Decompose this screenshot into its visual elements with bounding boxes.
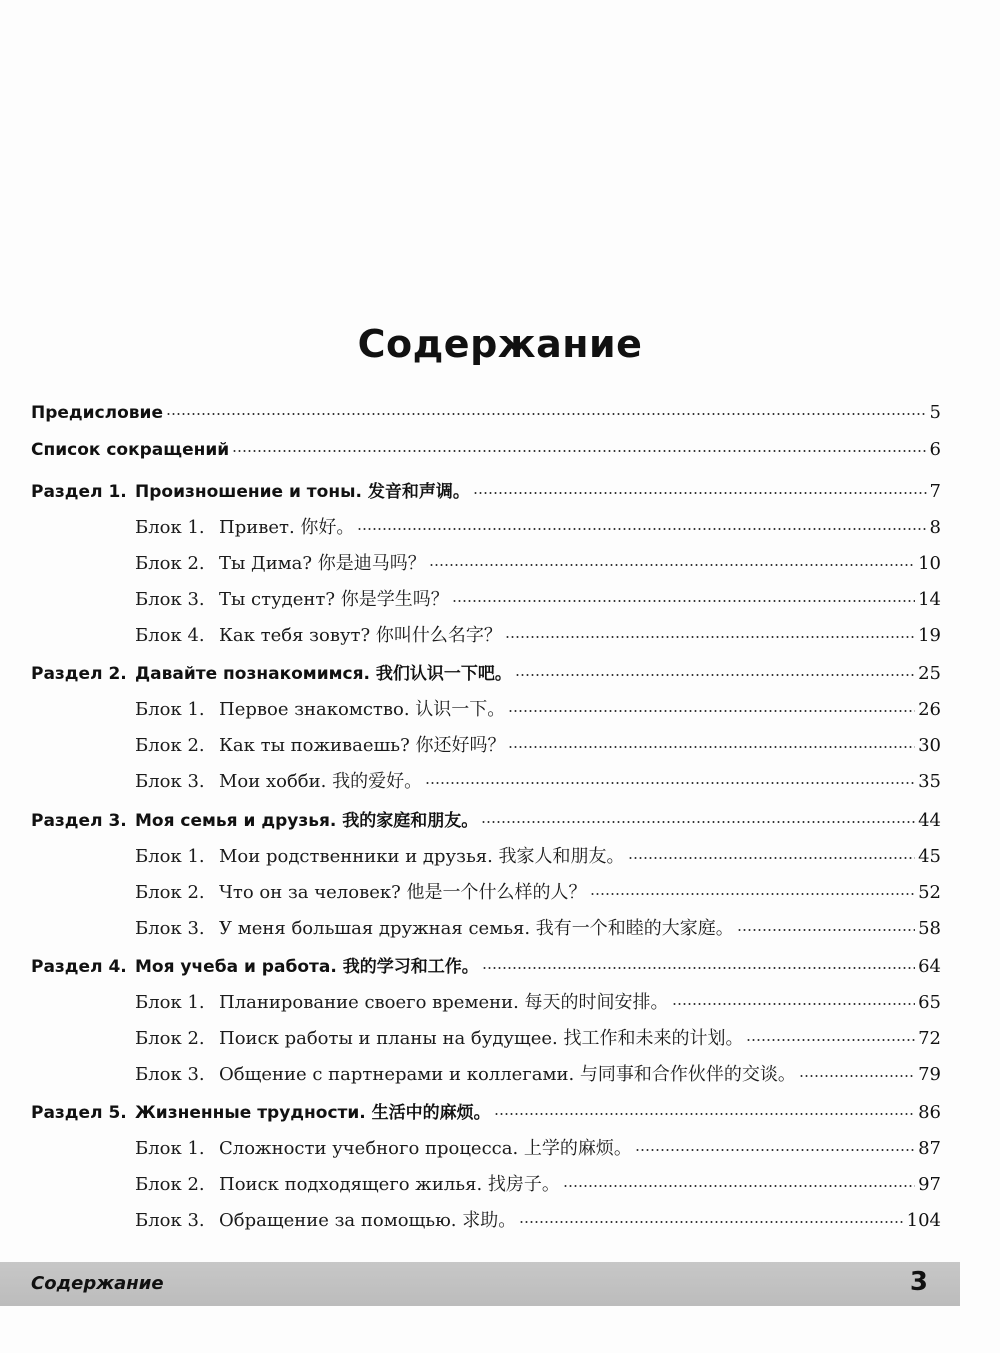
block-title: Поиск подходящего жилья. 找房子。	[219, 1174, 560, 1195]
leader-dots	[482, 966, 915, 970]
toc-page-number: 64	[918, 956, 941, 977]
toc-block	[135, 1024, 941, 1058]
toc-block	[135, 1170, 941, 1204]
block-number: Блок 1.	[135, 1138, 205, 1159]
leader-dots	[628, 856, 916, 860]
page-number: 3	[909, 1267, 928, 1297]
leader-dots	[799, 1074, 915, 1078]
leader-dots	[519, 1220, 903, 1224]
toc-entry-text: Предисловие	[31, 403, 163, 423]
block-number: Блок 4.	[135, 625, 205, 646]
section-title: Моя учеба и работа. 我的学习和工作。	[135, 957, 479, 977]
block-number: Блок 2.	[135, 735, 205, 756]
page-title: Содержание	[357, 322, 643, 366]
toc-block	[135, 1206, 941, 1240]
toc-page-number: 104	[906, 1210, 941, 1231]
section-number: Раздел 5.	[31, 1103, 127, 1123]
block-title: Мои хобби. 我的爱好。	[219, 771, 423, 792]
leader-dots	[508, 745, 915, 749]
leader-dots	[590, 892, 916, 896]
toc-block	[135, 695, 941, 729]
toc-block	[135, 585, 941, 619]
toc-entry-text: Список сокращений	[31, 440, 230, 460]
block-number: Блок 3.	[135, 771, 205, 792]
toc-page-number: 8	[929, 517, 941, 538]
block-number: Блок 2.	[135, 882, 205, 903]
leader-dots	[357, 527, 926, 531]
block-number: Блок 2.	[135, 1174, 205, 1195]
block-title: Мои родственники и друзья. 我家人和朋友。	[219, 846, 625, 867]
leader-dots	[515, 673, 915, 677]
block-title: У меня большая дружная семья. 我有一个和睦的大家庭。	[219, 918, 734, 939]
block-title: Обращение за помощью. 求助。	[219, 1210, 517, 1231]
block-number: Блок 3.	[135, 918, 205, 939]
toc-block	[135, 549, 941, 583]
toc-page-number: 65	[918, 992, 941, 1013]
block-title: Общение с партнерами и коллегами. 与同事和合作伙伴的交谈。	[219, 1064, 796, 1085]
section-title: Моя семья и друзья. 我的家庭和朋友。	[135, 811, 479, 831]
toc-section-3	[31, 806, 941, 840]
toc-block	[135, 1060, 941, 1094]
block-number: Блок 1.	[135, 699, 205, 720]
block-title: Что он за человек? 他是一个什么样的人？	[219, 882, 587, 903]
toc-page-number: 6	[929, 439, 941, 460]
block-title: Первое знакомство. 认识一下。	[219, 699, 506, 720]
leader-dots	[505, 635, 915, 639]
toc-page-number: 7	[929, 481, 941, 502]
block-number: Блок 3.	[135, 589, 205, 610]
toc-block	[135, 988, 941, 1022]
leader-dots	[563, 1184, 915, 1188]
block-title: Поиск работы и планы на будущее. 找工作和未来的计划。	[219, 1028, 744, 1049]
toc-entry-preface	[31, 402, 941, 436]
section-number: Раздел 4.	[31, 957, 127, 977]
block-title: Привет. 你好。	[219, 517, 355, 538]
leader-dots	[494, 1112, 915, 1116]
toc-section-4	[31, 952, 941, 986]
toc-section-5	[31, 1098, 941, 1132]
toc-page-number: 10	[918, 553, 941, 574]
block-title: Ты студент? 你是学生吗？	[219, 589, 449, 610]
leader-dots	[481, 820, 915, 824]
section-number: Раздел 2.	[31, 664, 127, 684]
toc-page-number: 97	[918, 1174, 941, 1195]
footer-label: Содержание	[31, 1273, 164, 1294]
leader-dots	[635, 1148, 915, 1152]
toc-block	[135, 842, 941, 876]
toc-page-number: 45	[918, 846, 941, 867]
toc-page-number: 30	[918, 735, 941, 756]
toc-block	[135, 914, 941, 948]
toc-page-number: 19	[918, 625, 941, 646]
page-footer	[0, 1262, 960, 1306]
section-number: Раздел 3.	[31, 811, 127, 831]
toc-section-2	[31, 659, 941, 693]
block-title: Как ты поживаешь? 你还好吗？	[219, 735, 506, 756]
toc-page-number: 58	[918, 918, 941, 939]
block-number: Блок 1.	[135, 517, 205, 538]
toc-block	[135, 1134, 941, 1168]
leader-dots	[473, 491, 927, 495]
toc-section-1	[31, 477, 941, 511]
leader-dots	[508, 709, 915, 713]
block-title: Ты Дима? 你是迪马吗？	[219, 553, 426, 574]
toc-block	[135, 767, 941, 801]
leader-dots	[166, 412, 927, 416]
toc-page-number: 35	[918, 771, 941, 792]
toc-block	[135, 621, 941, 655]
block-number: Блок 3.	[135, 1064, 205, 1085]
toc-block	[135, 878, 941, 912]
toc-block	[135, 731, 941, 765]
toc-page-number: 14	[918, 589, 941, 610]
section-title: Произношение и тоны. 发音和声调。	[135, 482, 470, 502]
block-number: Блок 1.	[135, 846, 205, 867]
toc-page-number: 79	[918, 1064, 941, 1085]
leader-dots	[452, 599, 915, 603]
toc-page-number: 52	[918, 882, 941, 903]
leader-dots	[737, 928, 915, 932]
block-number: Блок 3.	[135, 1210, 205, 1231]
leader-dots	[425, 781, 915, 785]
toc-page-number: 44	[918, 810, 941, 831]
leader-dots	[232, 449, 926, 453]
toc-page-number: 26	[918, 699, 941, 720]
toc-page-number: 87	[918, 1138, 941, 1159]
leader-dots	[746, 1038, 915, 1042]
leader-dots	[672, 1002, 916, 1006]
toc-page-number: 86	[918, 1102, 941, 1123]
block-number: Блок 1.	[135, 992, 205, 1013]
toc-entry-abbreviations	[31, 439, 941, 473]
toc-page-number: 5	[929, 402, 941, 423]
section-title: Жизненные трудности. 生活中的麻烦。	[135, 1103, 491, 1123]
toc-page-number: 25	[918, 663, 941, 684]
block-title: Как тебя зовут? 你叫什么名字？	[219, 625, 502, 646]
section-number: Раздел 1.	[31, 482, 127, 502]
leader-dots	[429, 563, 915, 567]
block-title: Сложности учебного процесса. 上学的麻烦。	[219, 1138, 632, 1159]
toc-page-number: 72	[918, 1028, 941, 1049]
toc-block	[135, 513, 941, 547]
block-title: Планирование своего времени. 每天的时间安排。	[219, 992, 669, 1013]
block-number: Блок 2.	[135, 553, 205, 574]
block-number: Блок 2.	[135, 1028, 205, 1049]
section-title: Давайте познакомимся. 我们认识一下吧。	[135, 664, 512, 684]
